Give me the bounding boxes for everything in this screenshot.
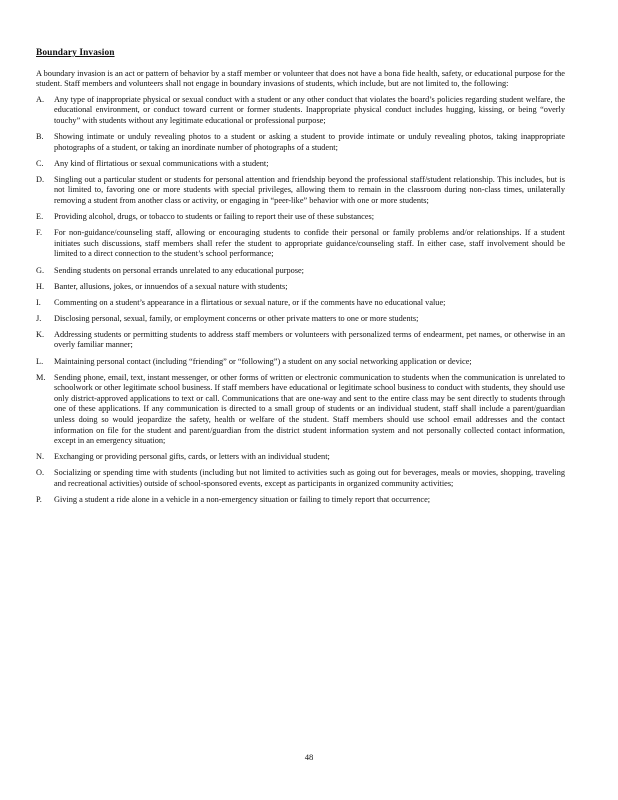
list-item-text: For non-guidance/counseling staff, allowing or encouraging students to confide their personal or family problems and/or relationships. If a student initiates such discussions, staff members shall refer the student to appropriate guidance/counseling staff. In either case, staff involvement should be limited to a direct connection to the student’s school performance; [54, 228, 565, 259]
list-item-letter: M. [36, 372, 46, 382]
list-item [36, 212, 565, 223]
list-item-letter: J. [36, 313, 42, 323]
list-item [36, 314, 565, 325]
list-item [36, 159, 565, 170]
section-title: Boundary Invasion [36, 48, 115, 58]
list-item-text: Exchanging or providing personal gifts, cards, or letters with an individual student; [54, 452, 330, 462]
list-item-text: Commenting on a student’s appearance in a flirtatious or sexual nature, or if the comments have no educational value; [54, 297, 446, 307]
list-item-text: Sending students on personal errands unrelated to any educational purpose; [54, 265, 304, 275]
list-item [36, 373, 565, 447]
list-item-letter: N. [36, 452, 45, 462]
list-item-text: Giving a student a ride alone in a vehicle in a non-emergency situation or failing to timely report that occurrence; [54, 495, 431, 505]
list-item-letter: G. [36, 265, 45, 275]
list-item-text: Any type of inappropriate physical or sexual conduct with a student or any other conduct that violates the board’s policies regarding student welfare, the educational environment, or conduct toward current or former students. Inappropriate physical conduct includes hugging, kissing, or being “overly touchy” with students without any legitimate educational or professional purpose; [54, 94, 565, 125]
list-item [36, 175, 565, 207]
list-item-text: Providing alcohol, drugs, or tobacco to students or failing to report their use of these substances; [54, 212, 375, 222]
list-item [36, 357, 565, 368]
list-item-letter: I. [36, 297, 41, 307]
boundary-invasion-list [36, 95, 565, 506]
list-item [36, 468, 565, 489]
list-item-letter: K. [36, 329, 45, 339]
list-item-text: Addressing students or permitting students to address staff members or volunteers with personalized terms of endearment, pet names, or otherwise in an overly familiar manner; [54, 329, 565, 350]
page-number: 48 [304, 752, 314, 762]
list-item [36, 95, 565, 127]
list-item-letter: H. [36, 281, 45, 291]
list-item [36, 298, 565, 309]
list-item [36, 452, 565, 463]
list-item-text: Maintaining personal contact (including “friending” or “following”) a student on any social networking application or device; [54, 356, 472, 366]
list-item [36, 330, 565, 351]
list-item-text: Socializing or spending time with students (including but not limited to activities such as going out for beverages, meals or movies, shopping, traveling and recreational activities) outside of school-sponsored events, except as participants in organized community activities; [54, 468, 565, 488]
list-item-letter: O. [36, 468, 45, 478]
list-item-letter: P. [36, 495, 42, 505]
list-item-text: Any kind of flirtatious or sexual communications with a student; [54, 158, 269, 168]
list-item-letter: A. [36, 94, 45, 104]
list-item-text: Singling out a particular student or students for personal attention and friendship beyond the professional staff/student relationship. This includes, but is not limited to, favoring one or more students with special privileges, allowing them to remain in the classroom during non-class times, unilaterally removing a student from another class or activity, or engaging in “peer-like” behavior with one or more students; [54, 174, 565, 206]
list-item [36, 495, 565, 506]
list-item [36, 228, 565, 260]
list-item-letter: B. [36, 132, 44, 142]
list-item-text: Showing intimate or unduly revealing photos to a student or asking a student to provide intimate or unduly revealing photos, taking inappropriate photographs of a student, or taking an inordinate number of photographs of a student; [54, 132, 565, 152]
list-item-letter: D. [36, 174, 45, 184]
list-item-letter: F. [36, 228, 43, 238]
list-item [36, 266, 565, 277]
document-body [36, 48, 565, 511]
list-item-letter: C. [36, 158, 44, 168]
list-item-letter: E. [36, 212, 44, 222]
list-item-text: Banter, allusions, jokes, or innuendos of a sexual nature with students; [54, 281, 288, 291]
list-item [36, 132, 565, 153]
list-item-text: Disclosing personal, sexual, family, or employment concerns or other private matters to one or more students; [54, 313, 419, 323]
intro-paragraph: A boundary invasion is an act or pattern of behavior by a staff member or volunteer that does not have a bona fide health, safety, or educational purpose for the student. Staff members and volunteers shall not engage in boundary invasions of students, which include, but are not limited to, the following: [36, 68, 565, 89]
list-item-text: Sending phone, email, text, instant messenger, or other forms of written or electronic communication to students when the communication is unrelated to schoolwork or other legitimate school business. If staff members have educational or legitimate school business to conduct with students, they should use only district-approved applications to text or call. Communications that are one-way and sent to the entire class may be sent directly to students through one of these applications. If any communication is directed to a small group of students or an individual student, staff shall include a parent/guardian unless doing so would jeopardize the safety, health or welfare of the student. Staff members should use school email addresses and the contact information on file for the student and parent/guardian from the district student information system and not personally collected contact information, except in an emergency situation; [54, 372, 565, 446]
list-item [36, 282, 565, 293]
list-item-letter: L. [36, 356, 44, 366]
